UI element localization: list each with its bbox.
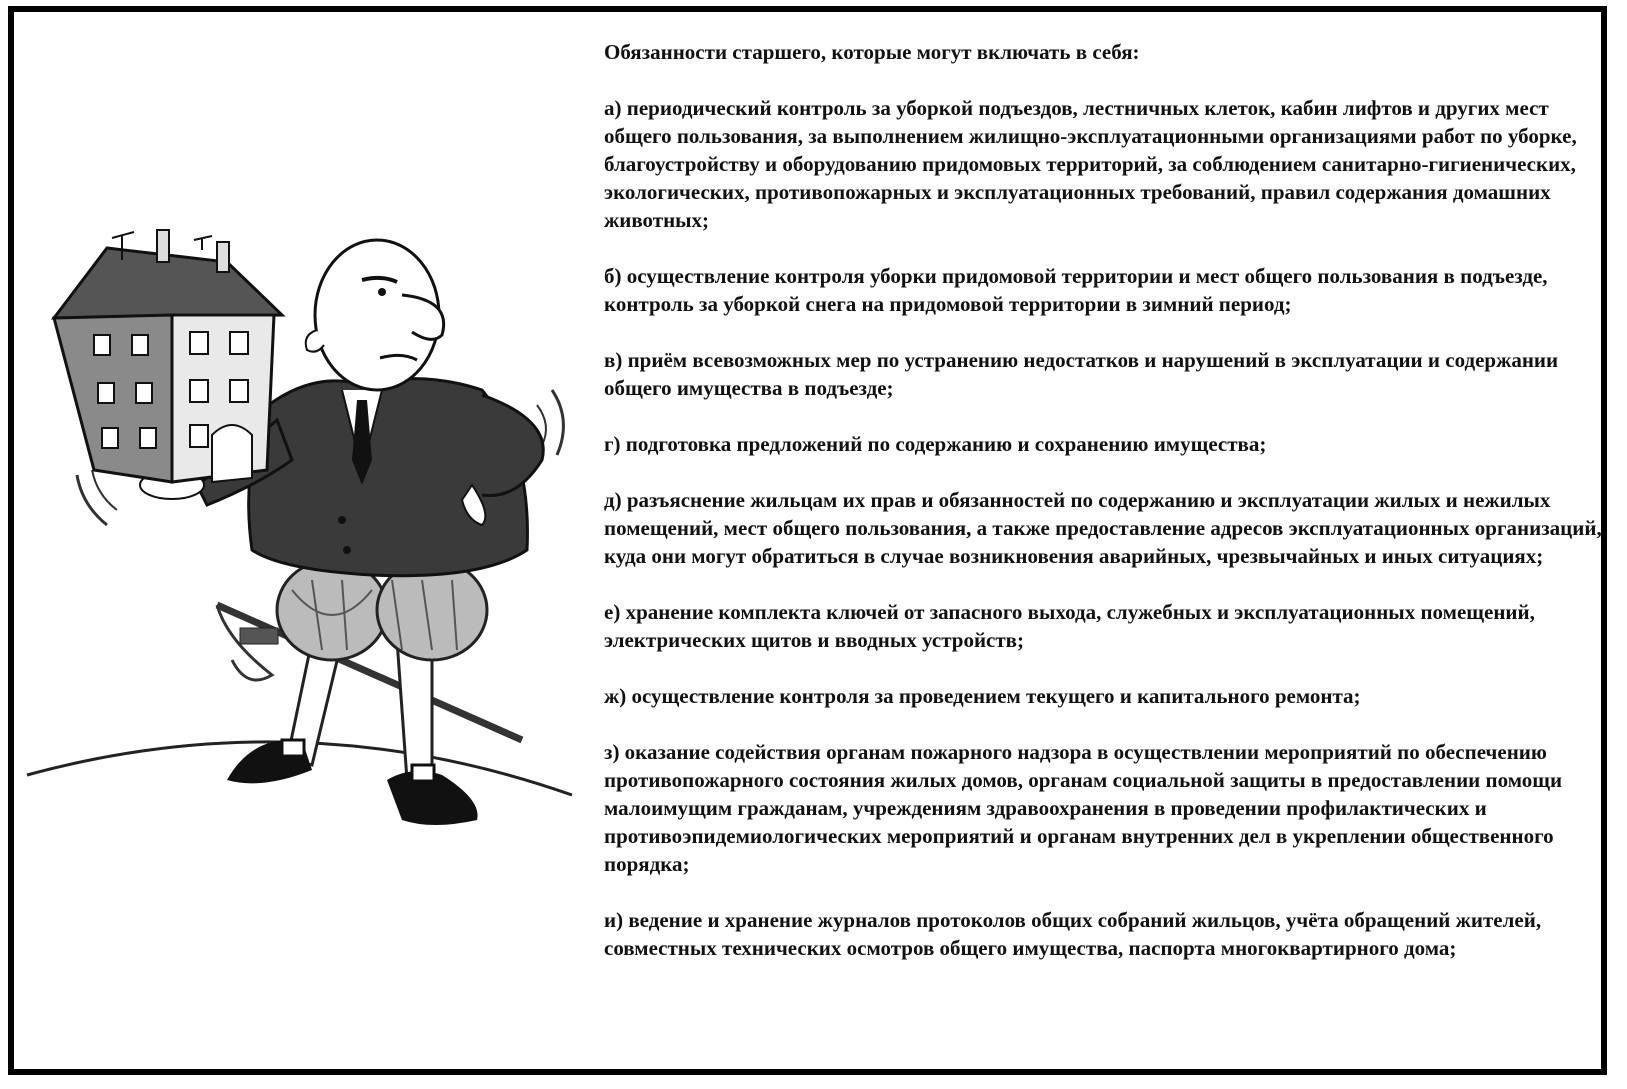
duty-item-a: а) периодический контроль за уборкой подъездов, лестничных клеток, кабин лифтов и других мест общего пользования, за выполнением жилищно-эксплуатационными организациями работ по уборке, благоустройству и оборудованию придомовых территорий, за соблюдением санитарно-гигиенических, экологических, противопожарных и эксплуатационных требований, правил содержания домашних животных; [604, 96, 1577, 232]
duty-item-g: г) подготовка предложений по содержанию и сохранению имущества; [604, 432, 1267, 456]
house-drawing [54, 230, 282, 482]
duty-item-v: в) приём всевозможных мер по устранению недостатков и нарушений в эксплуатации и содержании общего имущества в подъезде; [604, 348, 1559, 400]
duties-heading: Обязанности старшего, которые могут включать в себя: [604, 40, 1140, 64]
duties-text-column [604, 38, 1604, 990]
duty-item-d: д) разъяснение жильцам их прав и обязанностей по содержанию и эксплуатации жилых и нежилых помещений, мест общего пользования, а также предоставление адресов эксплуатационных организаций, куда они могут обратиться в случае возникновения аварийных, чрезвычайных и иных ситуациях; [604, 488, 1602, 568]
duty-item-b: б) осуществление контроля уборки придомовой территории и мест общего пользования в подъезде, контроль за уборкой снега на придомовой территории в зимний период; [604, 264, 1548, 316]
duty-item-zh: ж) осуществление контроля за проведением текущего и капитального ремонта; [604, 684, 1361, 708]
duty-item-i: и) ведение и хранение журналов протоколов общих собраний жильцов, учёта обращений жителей, совместных технических осмотров общего имущества, паспорта многоквартирного дома; [604, 908, 1542, 960]
cartoon-man-holding-house-illustration [12, 220, 587, 940]
duty-item-e: е) хранение комплекта ключей от запасного выхода, служебных и эксплуатационных помещений, электрических щитов и вводных устройств; [604, 600, 1535, 652]
duty-item-z: з) оказание содействия органам пожарного надзора в осуществлении мероприятий по обеспечению противопожарного состояния жилых домов, органам социальной защиты в предоставлении помощи малоимущим гражданам, учреждениям здравоохранения в проведении профилактических и противоэпидемиологических мероприятий и органам внутренних дел в укреплении общественного порядка; [604, 740, 1563, 876]
